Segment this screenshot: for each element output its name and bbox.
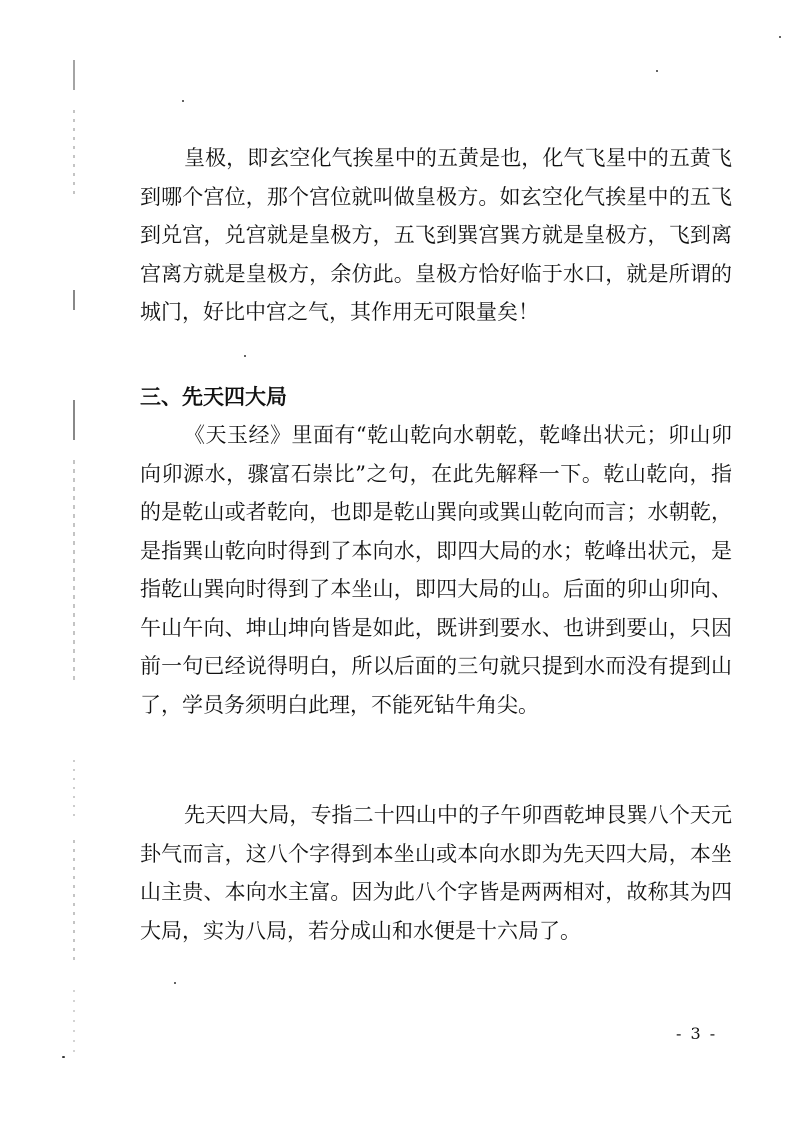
binding-edge-marks <box>72 60 76 1070</box>
scan-speck <box>244 355 246 357</box>
paragraph-tianyujing: 《天玉经》里面有“乾山乾向水朝乾，乾峰出状元；卯山卯向卯源水，骤富石崇比”之句，在此先解释一下。乾山乾向，指的是乾山或者乾向，也即是乾山巽向或巽山乾向而言；水朝乾，是指巽山乾向时得到了本向水，即四大局的水；乾峰出状元，是指乾山巽向时得到了本坐山，即四大局的山。后面的卯山卯向、午山午向、坤山坤向皆是如此，既讲到要水、也讲到要山，只因前一句已经说得明白，所以后面的三句就只提到水而没有提到山了，学员务须明白此理，不能死钻牛角尖。 <box>140 423 732 717</box>
scan-speck <box>174 982 176 984</box>
scan-speck <box>182 100 184 102</box>
scan-speck <box>779 36 781 38</box>
paragraph-xiantian-sidaju: 先天四大局，专指二十四山中的子午卯酉乾坤艮巽八个天元卦气而言，这八个字得到本坐山或本向水即为先天四大局，本坐山主贵、本向水主富。因为此八个字皆是两两相对，故称其为四大局，实为八局，若分成山和水便是十六局了。 <box>140 803 732 943</box>
paragraph-huangji: 皇极，即玄空化气挨星中的五黄是也，化气飞星中的五黄飞到哪个宫位，那个宫位就叫做皇极方。如玄空化气挨星中的五飞到兑宫，兑宫就是皇极方，五飞到巽宫巽方就是皇极方，飞到离宫离方就是皇极方，余仿此。皇极方恰好临于水口，就是所谓的城门，好比中宫之气，其作用无可限量矣！ <box>140 146 732 324</box>
scan-speck <box>62 1056 65 1058</box>
page-number: - 3 - <box>676 1024 718 1043</box>
scan-speck <box>656 70 658 72</box>
section-heading: 三、先天四大局 <box>140 384 287 409</box>
